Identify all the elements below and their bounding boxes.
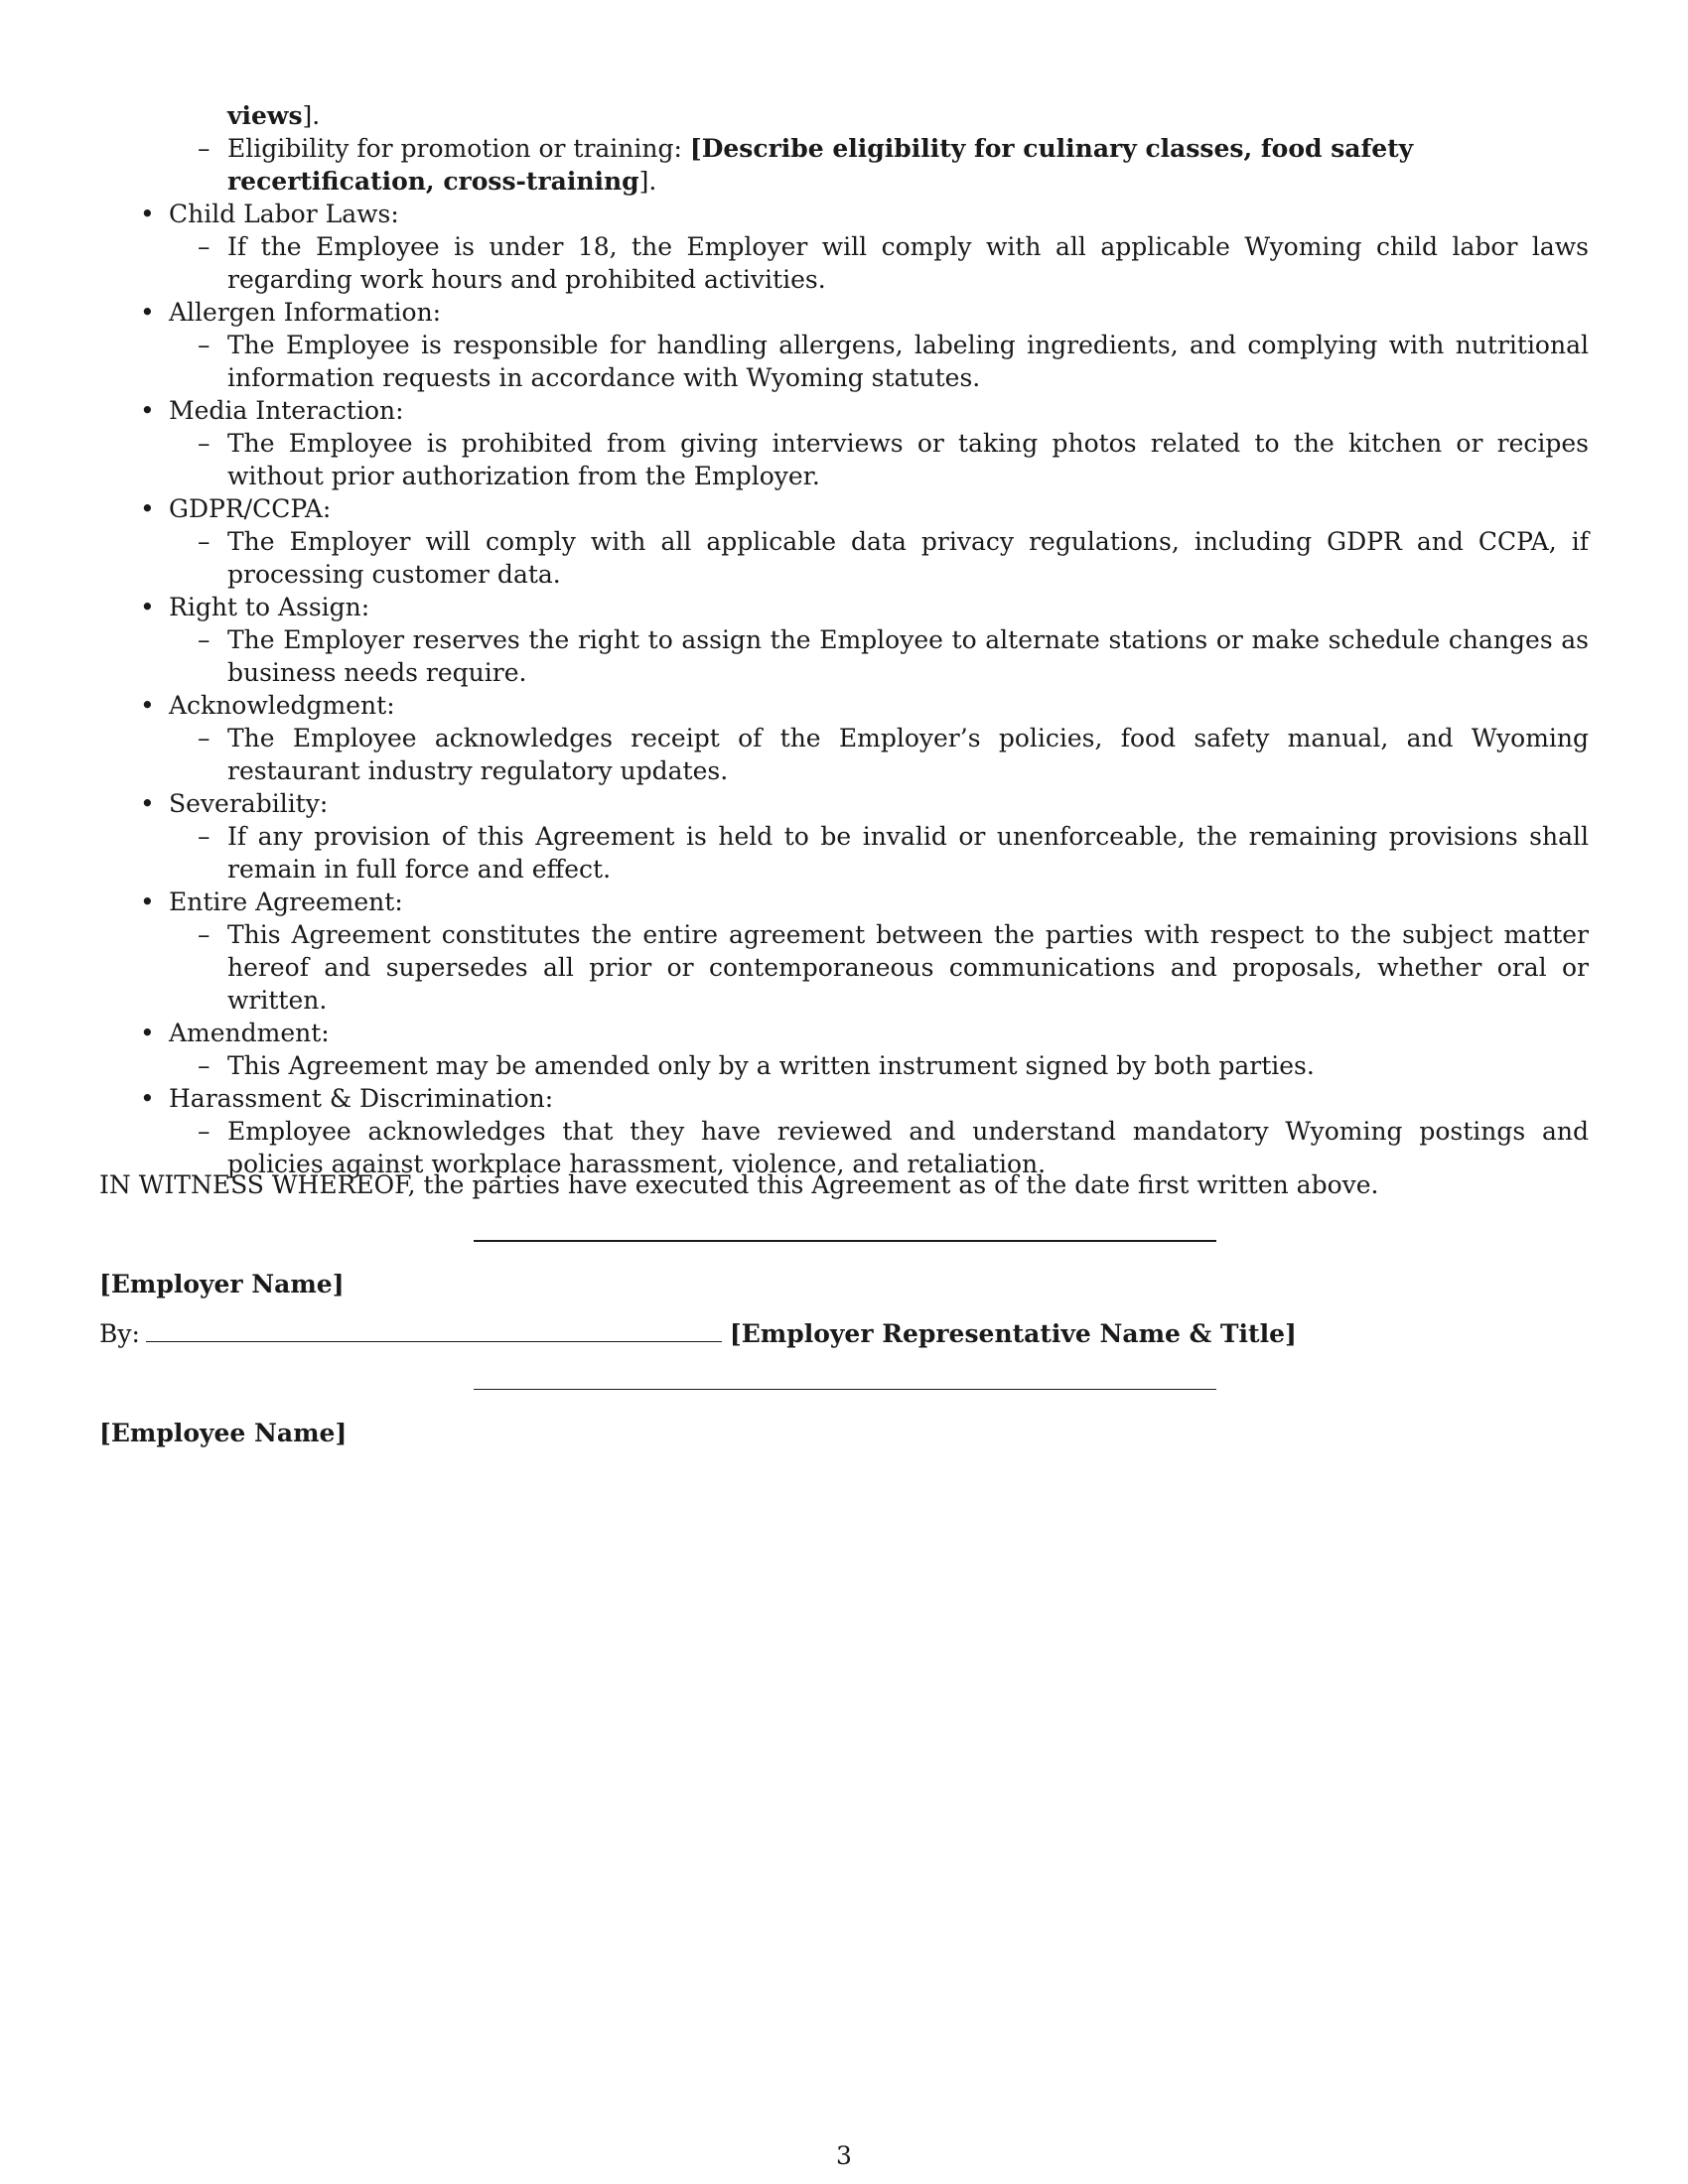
- clause-title: • Right to Assign:: [140, 593, 370, 621]
- clause-body: – This Agreement constitutes the entire agreement between the parties with respect to the subject matter hereof and supersedes all prior or contemporaneous communications and proposals, whether oral or written.: [198, 920, 1589, 1015]
- dash-marker: –: [198, 822, 211, 851]
- bullet-marker: •: [140, 298, 155, 327]
- dash-marker: –: [198, 1117, 211, 1146]
- employee-signature-line[interactable]: [474, 1389, 1216, 1390]
- clause-body: – If any provision of this Agreement is held to be invalid or unenforceable, the remaining provisions shall remain in full force and effect.: [198, 822, 1589, 884]
- continued-tail: ].: [302, 101, 321, 130]
- employer-representative: [Employer Representative Name & Title]: [729, 1319, 1297, 1348]
- continued-bold-text: views: [227, 101, 303, 130]
- clause-list: [99, 198, 1589, 1180]
- clause-title: • Allergen Information:: [140, 298, 442, 327]
- clause-title: • Entire Agreement:: [140, 887, 403, 916]
- clause-child-labor: [99, 198, 1589, 296]
- clause-body: – The Employee is responsible for handling allergens, labeling ingredients, and complying with nutritional information requests in accordance with Wyoming statutes.: [198, 331, 1589, 392]
- clause-body: – The Employer will comply with all applicable data privacy regulations, including GDPR and CCPA, if processing customer data.: [198, 527, 1589, 589]
- clause-title: • Child Labor Laws:: [140, 200, 399, 228]
- list-continuation: [99, 99, 1589, 198]
- clause-harassment: [99, 1082, 1589, 1180]
- dash-marker: –: [198, 232, 211, 261]
- dash-marker: –: [198, 429, 211, 458]
- dash-marker: –: [198, 134, 211, 163]
- bullet-marker: •: [140, 494, 155, 523]
- promotion-prefix: Eligibility for promotion or training:: [227, 134, 690, 163]
- clause-acknowledgment: [99, 689, 1589, 787]
- clause-body: – The Employer reserves the right to assign the Employee to alternate stations or make schedule changes as business needs require.: [198, 625, 1589, 687]
- clause-body: – This Agreement may be amended only by a written instrument signed by both parties.: [198, 1051, 1315, 1080]
- employee-name: [Employee Name]: [99, 1419, 348, 1447]
- dash-marker: –: [198, 527, 211, 556]
- clause-title: • GDPR/CCPA:: [140, 494, 332, 523]
- clause-entire-agreement: [99, 886, 1589, 1017]
- clause-media: [99, 394, 1589, 492]
- bullet-marker: •: [140, 1084, 155, 1113]
- by-signature-blank[interactable]: [146, 1319, 722, 1342]
- bullet-marker: •: [140, 789, 155, 818]
- employer-name: [Employer Name]: [99, 1270, 345, 1298]
- employer-signature-line[interactable]: [474, 1240, 1216, 1242]
- bullet-marker: •: [140, 1019, 155, 1047]
- continued-sub-item: [99, 99, 1589, 132]
- clause-amendment: [99, 1017, 1589, 1082]
- bullet-marker: •: [140, 887, 155, 916]
- clause-body: – The Employee is prohibited from giving interviews or taking photos related to the kitchen or recipes without prior authorization from the Employer.: [198, 429, 1589, 490]
- clause-right-to-assign: [99, 591, 1589, 689]
- dash-marker: –: [198, 920, 211, 949]
- clause-allergen: [99, 296, 1589, 394]
- clause-title: • Acknowledgment:: [140, 691, 395, 720]
- clause-body: – The Employee acknowledges receipt of the Employer’s policies, food safety manual, and Wyoming restaurant industry regulatory updates.: [198, 724, 1589, 785]
- dash-marker: –: [198, 1051, 211, 1080]
- dash-marker: –: [198, 331, 211, 359]
- bullet-marker: •: [140, 396, 155, 425]
- bullet-marker: •: [140, 200, 155, 228]
- witness-statement: IN WITNESS WHEREOF, the parties have executed this Agreement as of the date first written above.: [99, 1170, 1379, 1199]
- bullet-marker: •: [140, 593, 155, 621]
- clause-gdpr-ccpa: [99, 492, 1589, 591]
- employer-by-line: [99, 1317, 1297, 1350]
- clause-title: • Harassment & Discrimination:: [140, 1084, 554, 1113]
- dash-marker: –: [198, 724, 211, 752]
- clause-body: – Employee acknowledges that they have reviewed and understand mandatory Wyoming postings and policies against workplace harassment, violence, and retaliation.: [198, 1117, 1589, 1178]
- clause-title: • Severability:: [140, 789, 329, 818]
- dash-marker: –: [198, 625, 211, 654]
- clause-severability: [99, 787, 1589, 886]
- clause-title: • Amendment:: [140, 1019, 330, 1047]
- promotion-sub-item: [99, 132, 1589, 198]
- clause-body: – If the Employee is under 18, the Employer will comply with all applicable Wyoming child labor laws regarding work hours and prohibited activities.: [198, 232, 1589, 294]
- promotion-suffix: ].: [638, 167, 657, 196]
- page-number: 3: [836, 2141, 852, 2170]
- clause-title: • Media Interaction:: [140, 396, 404, 425]
- by-label: By:: [99, 1319, 140, 1348]
- bullet-marker: •: [140, 691, 155, 720]
- promotion-placeholder: [Describe eligibility for culinary classes, food safety recertification, cross-training: [227, 134, 1414, 196]
